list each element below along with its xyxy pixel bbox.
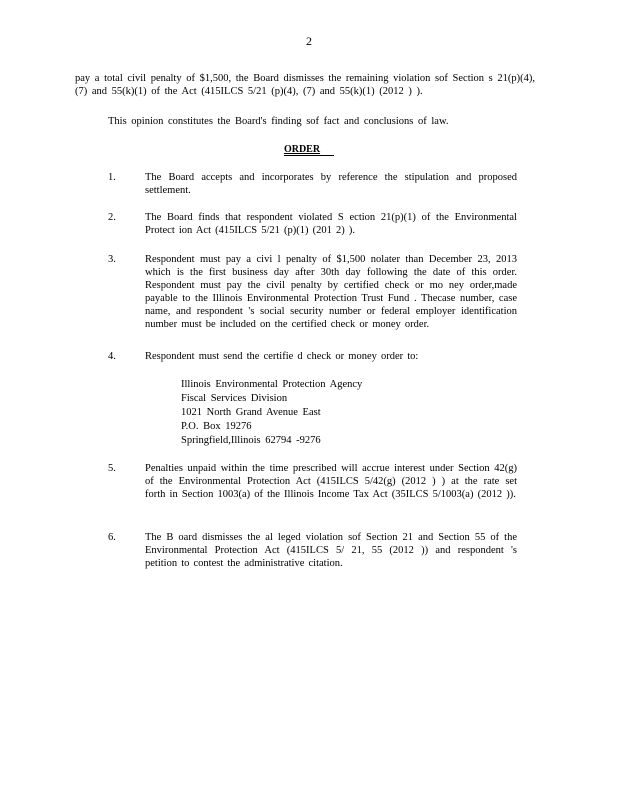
order-item-text: The Board finds that respondent violated S ection 21(p)(1) of the Environmental Protect ion Act (415ILCS 5/21 (p)(1) (201 2) ). [145, 212, 517, 236]
page-number: 2 [306, 34, 312, 48]
order-item-number: 2. [108, 212, 116, 223]
order-item-number: 5. [108, 463, 116, 474]
order-item [108, 211, 538, 237]
order-item-text: Respondent must pay a civi l penalty of $1,500 nolater than December 23, 2013 which is the first business day after 30th day following the date of this order. Respondent must pay the civil penalty by certified check or mo ney order,made payable to the Illinois Environmental Protection Trust Fund . Thecase number, case name, and respondent 's social security number or federal employer identification number must be included on the certified check or money order. [145, 254, 517, 330]
address-line-agency: Illinois Environmental Protection Agency [181, 379, 363, 390]
order-item [108, 171, 538, 197]
order-item [108, 462, 538, 501]
order-item-text: The Board accepts and incorporates by reference the stipulation and proposed settlement. [145, 172, 517, 196]
address-line-street: 1021 North Grand Avenue East [181, 407, 321, 418]
order-heading-label: ORDER [284, 144, 334, 156]
order-item-number: 4. [108, 351, 116, 362]
order-item-number: 3. [108, 254, 116, 265]
intro-paragraph: pay a total civil penalty of $1,500, the Board dismisses the remaining violation sof Section s 21(p)(4), (7) and 55(k)(1) of the Act (415ILCS 5/21 (p)(4), (7) and 55(k)(1) (2012 ) ). [75, 73, 535, 97]
order-item [108, 253, 538, 331]
address-line-division: Fiscal Services Division [181, 393, 288, 404]
opinion-paragraph: This opinion constitutes the Board's finding sof fact and conclusions of law. [108, 116, 449, 127]
mailing-address [181, 378, 362, 448]
order-item-text: The B oard dismisses the al leged violation sof Section 21 and Section 55 of the Environmental Protection Act (415ILCS 5/ 21, 55 (2012 )) and respondent 's petition to contest the administrative citation. [145, 532, 517, 569]
order-heading [0, 144, 618, 155]
address-line-city: Springfield,Illinois 62794 -9276 [181, 435, 321, 446]
address-line-po-box: P.O. Box 19276 [181, 421, 252, 432]
order-item-number: 6. [108, 532, 116, 543]
order-item-text: Penalties unpaid within the time prescribed will accrue interest under Section 42(g) of the Environmental Protection Act (415ILCS 5/42(g) (2012 ) ) at the rate set forth in Section 1003(a) of the Illinois Income Tax Act (35ILCS 5/1003(a) (2012 )). [145, 463, 517, 500]
order-item-number: 1. [108, 172, 116, 183]
order-item [108, 531, 538, 570]
order-item-text: Respondent must send the certifie d check or money order to: [145, 351, 419, 362]
order-item [108, 350, 538, 363]
